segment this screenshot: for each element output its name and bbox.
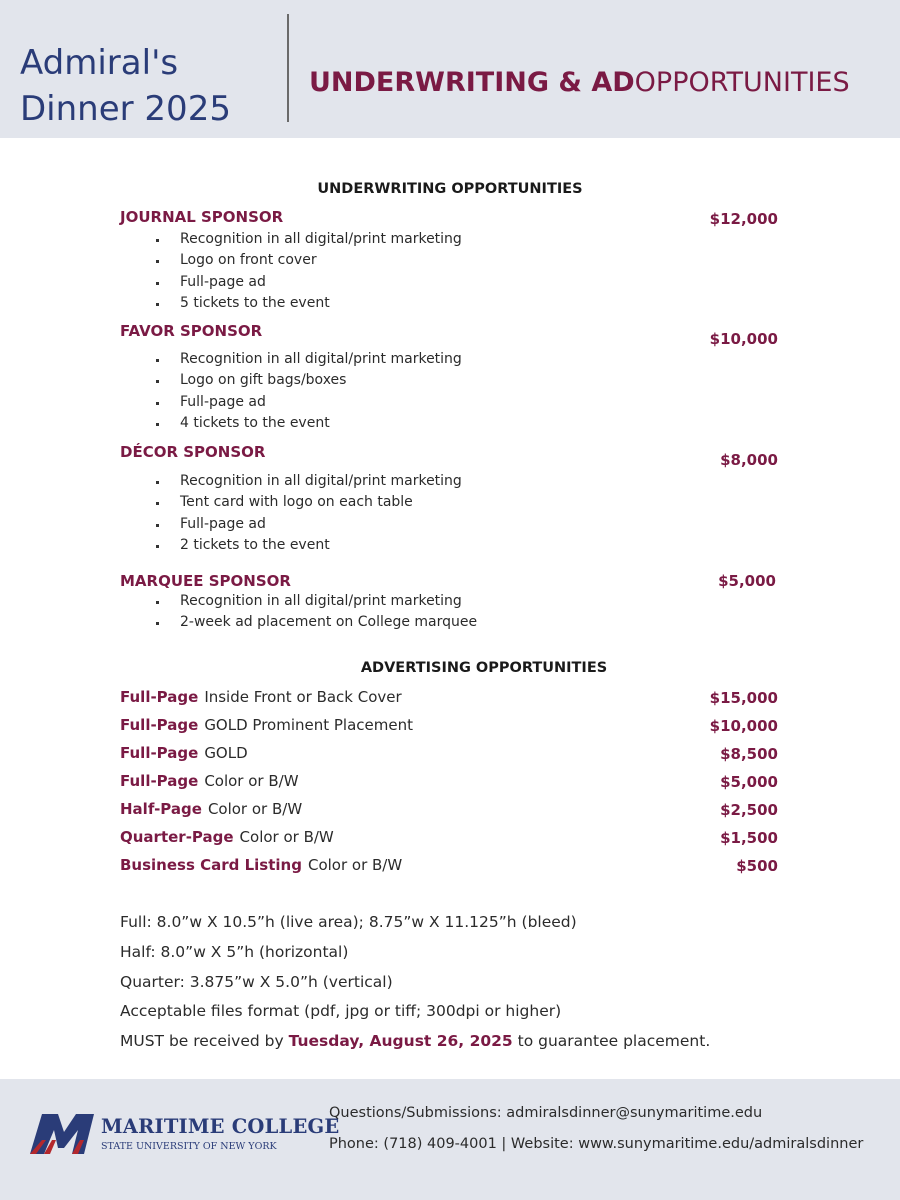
ad-price: $15,000 bbox=[709, 689, 778, 707]
benefit-list bbox=[154, 229, 462, 314]
event-title: Admiral's Dinner 2025 bbox=[20, 43, 231, 129]
deadline-date: Tuesday, August 26, 2025 bbox=[288, 1032, 513, 1050]
ad-type: Full-Page bbox=[120, 772, 199, 790]
ad-price: $5,000 bbox=[720, 773, 778, 791]
sponsor-price: $8,000 bbox=[720, 451, 778, 469]
benefit-item: Recognition in all digital/print marketing bbox=[154, 591, 477, 612]
benefit-list bbox=[154, 471, 462, 556]
advertising-title: ADVERTISING OPPORTUNITIES bbox=[360, 660, 608, 676]
benefit-list bbox=[154, 349, 462, 434]
college-logo bbox=[28, 1110, 340, 1158]
page-heading bbox=[309, 66, 850, 100]
contact-phone-website: Phone: (718) 409-4001 | Website: www.sunymaritime.edu/admiralsdinner bbox=[329, 1136, 864, 1152]
ad-type: Full-Page bbox=[120, 744, 199, 762]
header-divider bbox=[287, 14, 289, 122]
ad-description: Color or B/W bbox=[207, 800, 303, 818]
spec-half: Half: 8.0”w X 5”h (horizontal) bbox=[120, 943, 349, 961]
logo-name: MARITIME COLLEGE bbox=[101, 1115, 340, 1138]
sponsor-price: $12,000 bbox=[709, 210, 778, 228]
benefit-item: Recognition in all digital/print marketing bbox=[154, 229, 462, 250]
ad-description: Color or B/W bbox=[204, 772, 299, 790]
ad-row bbox=[120, 855, 778, 877]
benefit-item: Logo on front cover bbox=[154, 250, 462, 271]
ad-description: Color or B/W bbox=[307, 856, 403, 874]
ad-row bbox=[120, 743, 778, 765]
ad-description: GOLD Prominent Placement bbox=[204, 716, 413, 734]
sponsor-name: JOURNAL SPONSOR bbox=[120, 208, 284, 226]
ad-row bbox=[120, 799, 778, 821]
header-band bbox=[0, 0, 900, 138]
benefit-item: 2-week ad placement on College marquee bbox=[154, 612, 477, 633]
sponsor-price: $10,000 bbox=[709, 330, 778, 348]
ad-price: $500 bbox=[736, 857, 778, 875]
ad-description: GOLD bbox=[204, 744, 248, 762]
benefit-item: Recognition in all digital/print marketing bbox=[154, 349, 462, 370]
spec-quarter: Quarter: 3.875”w X 5.0”h (vertical) bbox=[120, 973, 393, 991]
ad-type: Full-Page bbox=[120, 716, 199, 734]
benefit-item: 2 tickets to the event bbox=[154, 535, 462, 556]
benefit-item: Full-page ad bbox=[154, 272, 462, 293]
sponsor-name: DÉCOR SPONSOR bbox=[120, 443, 266, 461]
ad-price: $1,500 bbox=[720, 829, 778, 847]
ad-row bbox=[120, 687, 778, 709]
ad-row bbox=[120, 715, 778, 737]
deadline-suffix: to guarantee placement. bbox=[517, 1032, 711, 1050]
deadline-prefix: MUST be received by bbox=[120, 1032, 284, 1050]
benefit-item: Full-page ad bbox=[154, 392, 462, 413]
ad-type: Quarter-Page bbox=[120, 828, 234, 846]
benefit-item: Logo on gift bags/boxes bbox=[154, 370, 462, 391]
benefit-item: Recognition in all digital/print marketing bbox=[154, 471, 462, 492]
sponsor-price: $5,000 bbox=[718, 572, 776, 590]
ad-description: Inside Front or Back Cover bbox=[204, 688, 402, 706]
benefit-item: 4 tickets to the event bbox=[154, 413, 462, 434]
ad-row bbox=[120, 771, 778, 793]
sponsor-name: FAVOR SPONSOR bbox=[120, 322, 263, 340]
spec-full: Full: 8.0”w X 10.5”h (live area); 8.75”w X 11.125”h (bleed) bbox=[120, 913, 577, 931]
contact-questions: Questions/Submissions: admiralsdinner@sunymaritime.edu bbox=[329, 1105, 763, 1121]
heading-bold: UNDERWRITING & AD bbox=[309, 67, 635, 98]
underwriting-title: UNDERWRITING OPPORTUNITIES bbox=[317, 181, 583, 197]
ad-price: $8,500 bbox=[720, 745, 778, 763]
ad-type: Business Card Listing bbox=[120, 856, 302, 874]
ad-description: Color or B/W bbox=[239, 828, 334, 846]
benefit-list bbox=[154, 591, 477, 634]
ad-type: Full-Page bbox=[120, 688, 199, 706]
m-logo-icon bbox=[28, 1110, 100, 1158]
ad-price: $2,500 bbox=[720, 801, 778, 819]
logo-subtitle: STATE UNIVERSITY OF NEW YORK bbox=[101, 1141, 277, 1152]
benefit-item: Tent card with logo on each table bbox=[154, 492, 462, 513]
spec-formats: Acceptable files format (pdf, jpg or tiff; 300dpi or higher) bbox=[120, 1002, 562, 1020]
ad-type: Half-Page bbox=[120, 800, 202, 818]
benefit-item: 5 tickets to the event bbox=[154, 293, 462, 314]
heading-light: OPPORTUNITIES bbox=[634, 67, 850, 98]
sponsor-name: MARQUEE SPONSOR bbox=[120, 572, 291, 590]
ad-row bbox=[120, 827, 778, 849]
ad-price: $10,000 bbox=[709, 717, 778, 735]
benefit-item: Full-page ad bbox=[154, 514, 462, 535]
spec-deadline bbox=[120, 1032, 710, 1050]
